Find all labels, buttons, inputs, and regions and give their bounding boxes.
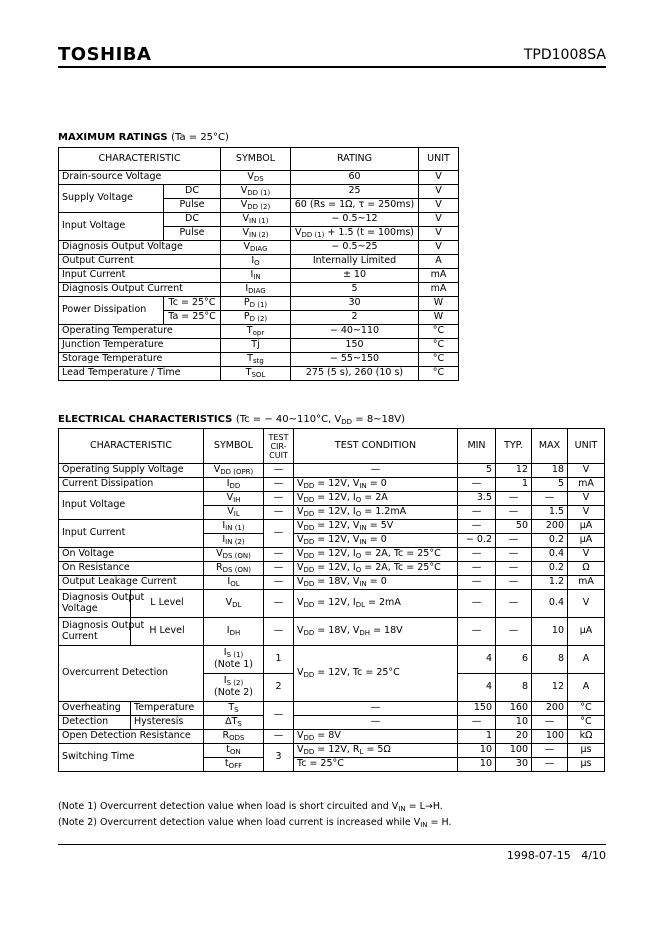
table-row xyxy=(59,562,605,576)
table-cell: — xyxy=(294,464,458,478)
table-cell: 10 xyxy=(532,618,568,646)
brand-logo: TOSHIBA xyxy=(58,44,152,65)
table-cell: 100 xyxy=(532,730,568,744)
header-rule xyxy=(58,66,606,68)
table-cell: 10 xyxy=(496,716,532,730)
table-cell: Drain-source Voltage xyxy=(59,171,221,185)
table-cell: Current Dissipation xyxy=(59,478,204,492)
table-cell: V xyxy=(419,241,459,255)
table-row xyxy=(59,548,605,562)
table-cell: V xyxy=(419,213,459,227)
table-row xyxy=(59,478,605,492)
table-row xyxy=(59,618,605,646)
table-cell: 200 xyxy=(532,520,568,534)
table-row xyxy=(59,283,459,297)
table-cell: — xyxy=(264,506,294,520)
table-row xyxy=(59,213,459,227)
table-cell: Diagnosis Output Current xyxy=(59,283,221,297)
table-cell: °C xyxy=(419,339,459,353)
table-header-row xyxy=(59,148,459,171)
table-cell: 160 xyxy=(496,702,532,716)
page-footer xyxy=(507,849,606,862)
table-cell: Operating Supply Voltage xyxy=(59,464,204,478)
table-cell: $V_{DD} = 12V$, $V_{IN} = 0$ xyxy=(294,478,458,492)
table-cell: $V_{IN (2)}$ xyxy=(221,227,291,241)
table-cell: − 40~110 xyxy=(291,325,419,339)
table-cell: 10 xyxy=(458,744,496,758)
table-cell: $T_{SOL}$ xyxy=(221,367,291,381)
table-cell: CHARACTERISTIC xyxy=(59,148,221,171)
table-cell: V xyxy=(419,199,459,213)
table-cell: L Level xyxy=(131,590,204,618)
table-cell: — xyxy=(458,520,496,534)
table-cell: $t_{ON}$ xyxy=(204,744,264,758)
table-cell: mA xyxy=(419,283,459,297)
table-cell: Ω xyxy=(568,562,605,576)
table-cell: V xyxy=(419,227,459,241)
table-cell: 0.2 xyxy=(532,534,568,548)
table-cell: — xyxy=(264,464,294,478)
table-cell: μs xyxy=(568,758,605,772)
table-cell: — xyxy=(264,520,294,548)
table-row xyxy=(59,241,459,255)
table-cell: 8 xyxy=(532,646,568,674)
table-cell: °C xyxy=(568,702,605,716)
table-cell: 10 xyxy=(458,758,496,772)
table-row xyxy=(59,185,459,199)
table-cell: $I_{S (1)}$ (Note 1) xyxy=(204,646,264,674)
table-cell: $T_S$ xyxy=(204,702,264,716)
table-cell: 1 xyxy=(496,478,532,492)
table-cell: $I_{IN (1)}$ xyxy=(204,520,264,534)
table-cell: V xyxy=(568,590,605,618)
table-cell: 1 xyxy=(458,730,496,744)
table-cell: V xyxy=(568,492,605,506)
note-1: (Note 1) Overcurrent detection value when load is short circuited and $V_{IN} = L\to H$. xyxy=(58,801,443,813)
table-cell: DC xyxy=(164,185,221,199)
table-cell: Switching Time xyxy=(59,744,204,772)
table-cell: 25 xyxy=(291,185,419,199)
table-cell: — xyxy=(458,562,496,576)
table-cell: $V_{DD} = 8V$ xyxy=(294,730,458,744)
table-cell: mA xyxy=(568,576,605,590)
table-cell: 150 xyxy=(291,339,419,353)
table-cell: $V_{DD} = 12V$, $V_{IN} = 5V$ xyxy=(294,520,458,534)
part-number: TPD1008SA xyxy=(523,47,606,63)
table-cell: μA xyxy=(568,618,605,646)
table-cell: Output Leakage Current xyxy=(59,576,204,590)
table-cell: — xyxy=(264,730,294,744)
table-row xyxy=(59,590,605,618)
table-cell: $V_{DIAG}$ xyxy=(221,241,291,255)
table-cell: Temperature xyxy=(131,702,204,716)
table-cell: $T_{stg}$ xyxy=(221,353,291,367)
table-cell: — xyxy=(458,618,496,646)
table-cell: 0.4 xyxy=(532,590,568,618)
table-cell: — xyxy=(458,548,496,562)
table-cell: $P_{D (2)}$ xyxy=(221,311,291,325)
table-cell: μs xyxy=(568,744,605,758)
table-cell: 1 xyxy=(264,646,294,674)
table-cell: V xyxy=(568,506,605,520)
table-row xyxy=(59,325,459,339)
table-row xyxy=(59,269,459,283)
table-cell: Input Current xyxy=(59,520,204,548)
table-cell: $V_{DD} = 12V$, $V_{IN} = 0$ xyxy=(294,534,458,548)
table-cell: Lead Temperature / Time xyxy=(59,367,221,381)
table-cell: MAX xyxy=(532,429,568,464)
table-cell: $R_{ODS}$ xyxy=(204,730,264,744)
table-cell: Diagnosis Output Voltage xyxy=(59,590,131,618)
table-cell: — xyxy=(496,506,532,520)
table-cell: $V_{DL}$ xyxy=(204,590,264,618)
table-cell: Tc = 25°C xyxy=(294,758,458,772)
table-cell: H Level xyxy=(131,618,204,646)
table-cell: 12 xyxy=(496,464,532,478)
table-cell: SYMBOL xyxy=(204,429,264,464)
table-cell: $V_{DD (2)}$ xyxy=(221,199,291,213)
table-cell: Storage Temperature xyxy=(59,353,221,367)
table-cell: $I_{S (2)}$ (Note 2) xyxy=(204,674,264,702)
table-cell: 60 xyxy=(291,171,419,185)
table-cell: $I_{OL}$ xyxy=(204,576,264,590)
table-cell: — xyxy=(458,478,496,492)
table-cell: 1.2 xyxy=(532,576,568,590)
table-cell: — xyxy=(294,702,458,716)
table-cell: $V_{DD} = 18V$, $V_{DH} = 18V$ xyxy=(294,618,458,646)
table-row xyxy=(59,520,605,534)
table-row xyxy=(59,576,605,590)
table-row xyxy=(59,730,605,744)
table-cell: 6 xyxy=(496,646,532,674)
table-cell: 20 xyxy=(496,730,532,744)
table-cell: — xyxy=(496,548,532,562)
table-cell: — xyxy=(264,548,294,562)
table-cell: CHARACTERISTIC xyxy=(59,429,204,464)
table-cell: $V_{DS}$ xyxy=(221,171,291,185)
table-cell: 0.4 xyxy=(532,548,568,562)
table-cell: TEST CONDITION xyxy=(294,429,458,464)
table-cell: $V_{DD} = 12V$, Tc = 25°C xyxy=(294,646,458,702)
table-cell: $I_O$ xyxy=(221,255,291,269)
table-cell: W xyxy=(419,297,459,311)
table-cell: Open Detection Resistance xyxy=(59,730,204,744)
table-cell: DC xyxy=(164,213,221,227)
table-cell: — xyxy=(264,492,294,506)
table-row xyxy=(59,646,605,674)
table-cell: Ta = 25°C xyxy=(164,311,221,325)
table-cell: — xyxy=(294,716,458,730)
table-cell: TYP. xyxy=(496,429,532,464)
table-cell: Detection xyxy=(59,716,131,730)
table-cell: Overheating xyxy=(59,702,131,716)
table-row xyxy=(59,297,459,311)
table-cell: 4 xyxy=(458,646,496,674)
table-cell: $\Delta T_S$ xyxy=(204,716,264,730)
table-cell: Diagnosis Output Current xyxy=(59,618,131,646)
table-cell: $I_{IN (2)}$ xyxy=(204,534,264,548)
table-cell: Output Current xyxy=(59,255,221,269)
table-cell: — xyxy=(496,590,532,618)
table-cell: SYMBOL xyxy=(221,148,291,171)
footer-date: 1998-07-15 xyxy=(506,849,571,862)
table-cell: V xyxy=(419,185,459,199)
table-cell: W xyxy=(419,311,459,325)
table-cell: — xyxy=(496,492,532,506)
table-cell: Internally Limited xyxy=(291,255,419,269)
table-cell: Tc = 25°C xyxy=(164,297,221,311)
table-cell: $V_{DD (1)} + 1.5$ (t = 100ms) xyxy=(291,227,419,241)
table-cell: °C xyxy=(568,716,605,730)
table-cell: UNIT xyxy=(568,429,605,464)
table-cell: 100 xyxy=(496,744,532,758)
table-cell: 150 xyxy=(458,702,496,716)
table-cell: Overcurrent Detection xyxy=(59,646,204,702)
table-cell: 5 xyxy=(291,283,419,297)
table-cell: 275 (5 s), 260 (10 s) xyxy=(291,367,419,381)
table-cell: 18 xyxy=(532,464,568,478)
table-cell: — xyxy=(264,590,294,618)
table-cell: $P_{D (1)}$ xyxy=(221,297,291,311)
table-cell: − 0.5~12 xyxy=(291,213,419,227)
table-cell: $V_{IH}$ xyxy=(204,492,264,506)
table-cell: — xyxy=(532,492,568,506)
table-cell: $V_{DS (ON)}$ xyxy=(204,548,264,562)
table-row xyxy=(59,339,459,353)
table-cell: On Resistance xyxy=(59,562,204,576)
table-cell: Power Dissipation xyxy=(59,297,164,325)
table-cell: μA xyxy=(568,534,605,548)
table-cell: $V_{DD} = 12V$, $I_O = 2A$, Tc = 25°C xyxy=(294,548,458,562)
table-cell: $I_{DD}$ xyxy=(204,478,264,492)
table-cell: RATING xyxy=(291,148,419,171)
table-cell: 4 xyxy=(458,674,496,702)
footer-rule xyxy=(58,844,606,845)
table-cell: — xyxy=(264,618,294,646)
table-cell: $V_{DD} = 18V$, $V_{IN} = 0$ xyxy=(294,576,458,590)
table-cell: 1.5 xyxy=(532,506,568,520)
table-cell: 60 (Rs = 1Ω, τ = 250ms) xyxy=(291,199,419,213)
table-cell: μA xyxy=(568,520,605,534)
table-cell: On Voltage xyxy=(59,548,204,562)
table-cell: 50 xyxy=(496,520,532,534)
table-cell: $V_{DD (1)}$ xyxy=(221,185,291,199)
table-row xyxy=(59,464,605,478)
table-cell: Input Voltage xyxy=(59,213,164,241)
table-cell: Supply Voltage xyxy=(59,185,164,213)
table-cell: ± 10 xyxy=(291,269,419,283)
table-cell: $V_{IL}$ xyxy=(204,506,264,520)
table-cell: Pulse xyxy=(164,199,221,213)
table-cell: Tj xyxy=(221,339,291,353)
table-cell: $V_{IN (1)}$ xyxy=(221,213,291,227)
table-cell: — xyxy=(264,576,294,590)
table-cell: — xyxy=(496,534,532,548)
table-cell: $V_{DD} = 12V$, $I_O = 2A$ xyxy=(294,492,458,506)
table-row xyxy=(59,171,459,185)
table-cell: — xyxy=(496,562,532,576)
table-cell: $V_{DD} = 12V$, $I_O = 1.2mA$ xyxy=(294,506,458,520)
elec-char-table xyxy=(58,428,605,772)
table-cell: $I_{IN}$ xyxy=(221,269,291,283)
table-cell: kΩ xyxy=(568,730,605,744)
table-cell: − 0.5~25 xyxy=(291,241,419,255)
table-row xyxy=(59,353,459,367)
table-cell: MIN xyxy=(458,429,496,464)
table-cell: 12 xyxy=(532,674,568,702)
table-cell: 3.5 xyxy=(458,492,496,506)
table-cell: Input Current xyxy=(59,269,221,283)
table-row xyxy=(59,744,605,758)
table-cell: V xyxy=(568,548,605,562)
table-cell: — xyxy=(496,576,532,590)
max-ratings-table xyxy=(58,147,459,381)
table-cell: 5 xyxy=(458,464,496,478)
table-cell: Input Voltage xyxy=(59,492,204,520)
table-cell: Operating Temperature xyxy=(59,325,221,339)
footnotes xyxy=(58,800,452,832)
table-cell: 5 xyxy=(532,478,568,492)
table-cell: — xyxy=(532,716,568,730)
table-cell: A xyxy=(568,646,605,674)
table-cell: V xyxy=(419,171,459,185)
table-cell: $V_{DD} = 12V$, $R_L = 5\Omega$ xyxy=(294,744,458,758)
table-cell: $t_{OFF}$ xyxy=(204,758,264,772)
table-cell: A xyxy=(568,674,605,702)
table-cell: 0.2 xyxy=(532,562,568,576)
table-cell: °C xyxy=(419,325,459,339)
table-row xyxy=(59,367,459,381)
table-cell: A xyxy=(419,255,459,269)
table-cell: $R_{DS (ON)}$ xyxy=(204,562,264,576)
table-cell: — xyxy=(458,590,496,618)
table-cell: − 0.2 xyxy=(458,534,496,548)
table-cell: Junction Temperature xyxy=(59,339,221,353)
table-cell: $V_{DD} = 12V$, $I_{DL} = 2mA$ xyxy=(294,590,458,618)
max-ratings-title: MAXIMUM RATINGS (Ta = 25°C) xyxy=(58,132,229,143)
table-cell: °C xyxy=(419,367,459,381)
table-cell: — xyxy=(264,562,294,576)
table-cell: $I_{DIAG}$ xyxy=(221,283,291,297)
note-2: (Note 2) Overcurrent detection value when load current is increased while $V_{IN} = H$. xyxy=(58,817,452,829)
table-cell: 30 xyxy=(496,758,532,772)
table-cell: — xyxy=(532,758,568,772)
table-header-row xyxy=(59,429,605,464)
table-cell: UNIT xyxy=(419,148,459,171)
table-cell: — xyxy=(264,478,294,492)
table-cell: 30 xyxy=(291,297,419,311)
table-cell: Pulse xyxy=(164,227,221,241)
table-cell: 2 xyxy=(264,674,294,702)
table-cell: $I_{DH}$ xyxy=(204,618,264,646)
table-cell: − 55~150 xyxy=(291,353,419,367)
table-cell: 200 xyxy=(532,702,568,716)
table-cell: — xyxy=(458,576,496,590)
table-row xyxy=(59,492,605,506)
table-cell: — xyxy=(496,618,532,646)
table-cell: mA xyxy=(568,478,605,492)
table-cell: — xyxy=(458,716,496,730)
table-cell: Diagnosis Output Voltage xyxy=(59,241,221,255)
table-cell: TEST CIR- CUIT xyxy=(264,429,294,464)
table-cell: 8 xyxy=(496,674,532,702)
table-row xyxy=(59,702,605,716)
page-number: 4/10 xyxy=(581,849,606,862)
elec-char-title: ELECTRICAL CHARACTERISTICS (Tc = − 40~110°C, $V_{DD}$ = 8~18V) xyxy=(58,414,406,426)
table-cell: 3 xyxy=(264,744,294,772)
table-cell: V xyxy=(568,464,605,478)
table-cell: — xyxy=(458,506,496,520)
table-cell: mA xyxy=(419,269,459,283)
table-cell: Hysteresis xyxy=(131,716,204,730)
table-cell: — xyxy=(264,702,294,730)
table-row xyxy=(59,255,459,269)
table-row xyxy=(59,716,605,730)
table-cell: $T_{opr}$ xyxy=(221,325,291,339)
table-cell: $V_{DD} = 12V$, $I_O = 2A$, Tc = 25°C xyxy=(294,562,458,576)
table-cell: 2 xyxy=(291,311,419,325)
table-cell: $V_{DD (OPR)}$ xyxy=(204,464,264,478)
table-cell: — xyxy=(532,744,568,758)
table-cell: °C xyxy=(419,353,459,367)
